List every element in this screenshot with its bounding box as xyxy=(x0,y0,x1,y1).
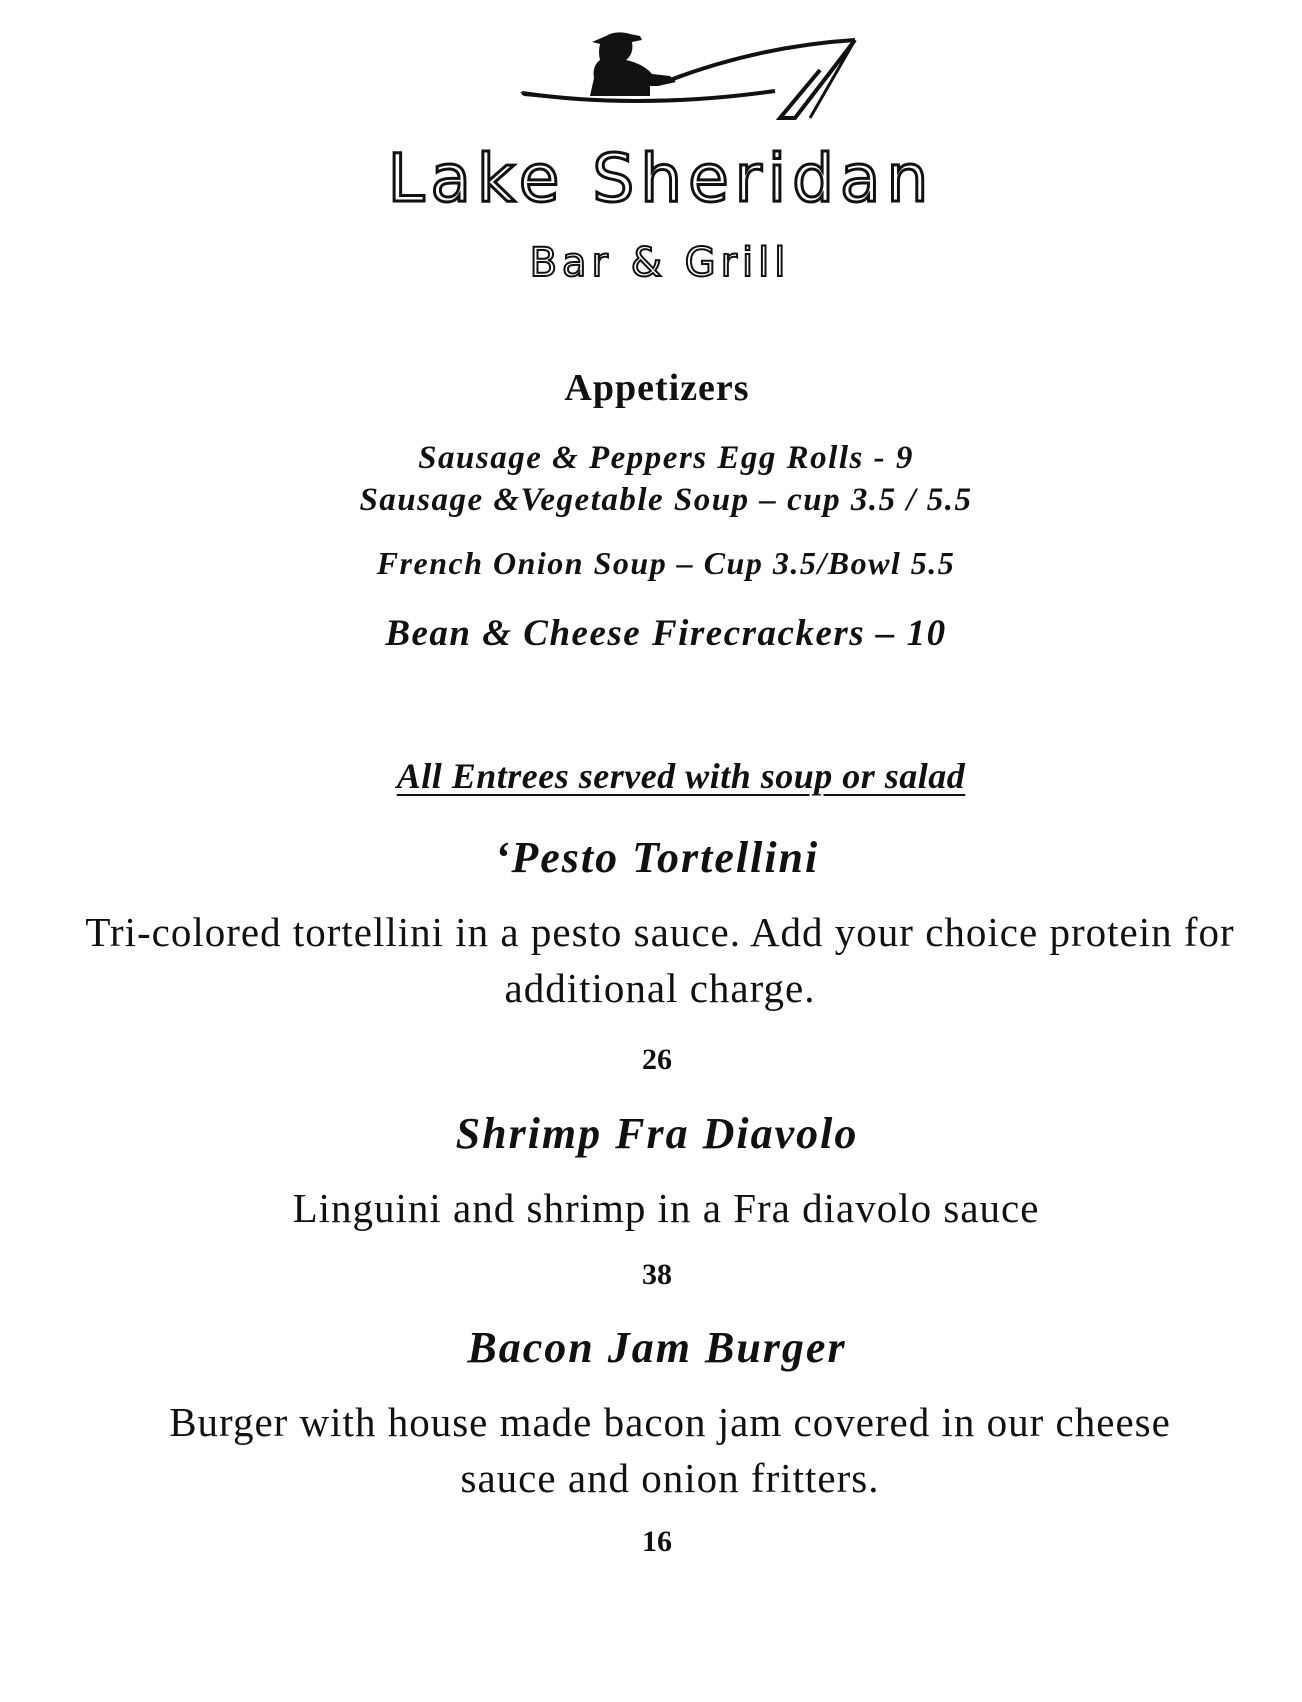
entree-price: 16 xyxy=(642,1525,672,1558)
entrees-note: All Entrees served with soup or salad xyxy=(396,756,966,796)
entree-name: Shrimp Fra Diavolo xyxy=(455,1109,859,1158)
entree-name: Bacon Jam Burger xyxy=(467,1323,847,1372)
appetizers-heading: Appetizers xyxy=(564,367,750,409)
entree-price: 38 xyxy=(642,1258,672,1291)
appetizer-item: French Onion Soup – Cup 3.5/Bowl 5.5 xyxy=(376,545,956,581)
restaurant-name: Lake Sheridan xyxy=(387,140,935,217)
entree-description: Linguini and shrimp in a Fra diavolo sauce xyxy=(292,1185,1040,1231)
entree-description: Tri-colored tortellini in a pesto sauce. Add your choice protein for additional charge. xyxy=(85,909,1235,1011)
appetizer-item: Bean & Cheese Firecrackers – 10 xyxy=(385,613,947,654)
fisherman-boat-logo xyxy=(520,30,890,135)
entree-price: 26 xyxy=(642,1043,672,1076)
appetizer-item: Sausage & Peppers Egg Rolls - 9 xyxy=(418,440,914,476)
appetizer-item: Sausage &Vegetable Soup – cup 3.5 / 5.5 xyxy=(359,482,973,518)
entree-description: Burger with house made bacon jam covered in our cheese sauce and onion fritters. xyxy=(169,1399,1171,1501)
entree-name: ‘Pesto Tortellini xyxy=(494,833,820,882)
restaurant-subtitle: Bar & Grill xyxy=(529,240,791,286)
